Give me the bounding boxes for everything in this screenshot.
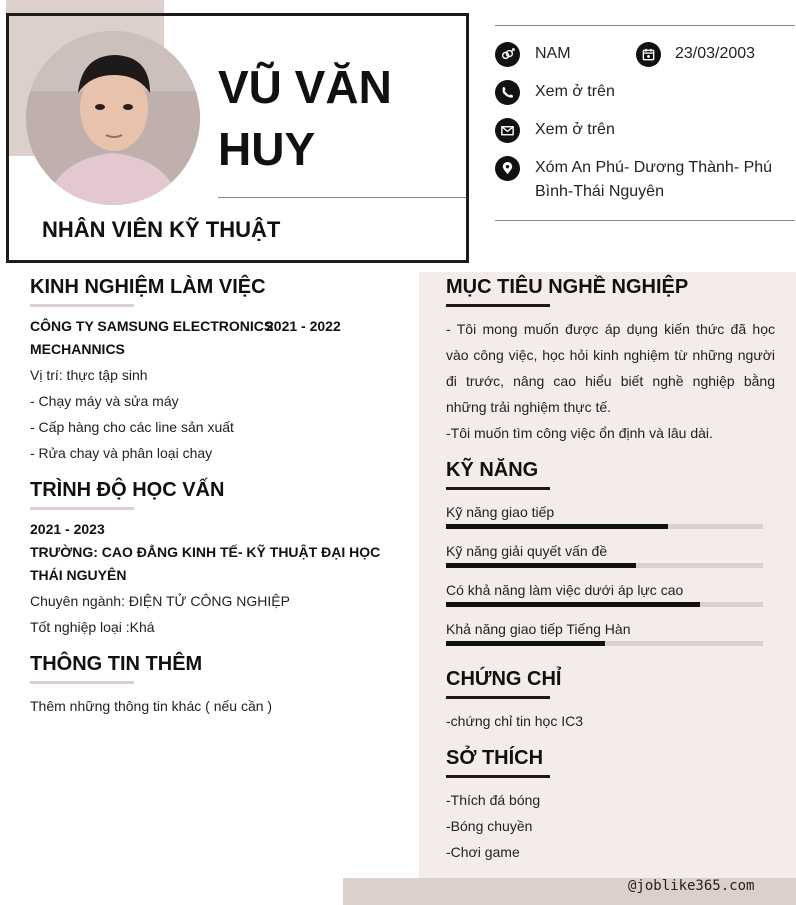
certificate-item: -chứng chỉ tin học IC3 — [446, 713, 583, 729]
profile-name — [218, 56, 458, 180]
experience-duty: - Rửa chay và phân loại chay — [30, 445, 213, 461]
hobbies-underline — [446, 775, 550, 778]
skill-label: Kỹ năng giao tiếp — [446, 504, 555, 520]
name-divider — [218, 197, 466, 198]
footer-watermark: @joblike365.com — [628, 878, 755, 894]
skill-bar-fill — [446, 524, 668, 529]
contact-email[interactable]: Xem ở trên — [535, 121, 615, 138]
skill-bar — [446, 563, 763, 568]
experience-period: 2021 - 2022 — [266, 318, 341, 334]
hobby-item: -Bóng chuyền — [446, 818, 533, 834]
skill-label: Kỹ năng giải quyết vấn đề — [446, 543, 608, 559]
education-underline — [30, 507, 134, 510]
education-grade: Tốt nghiệp loại :Khá — [30, 619, 155, 635]
skill-bar — [446, 524, 763, 529]
education-major: Chuyên ngành: ĐIỆN TỬ CÔNG NGHIỆP — [30, 593, 290, 609]
education-school-line1: TRƯỜNG: CAO ĐẲNG KINH TẾ- KỸ THUẬT ĐẠI HỌC — [30, 544, 381, 560]
skills-underline — [446, 487, 550, 490]
hobbies-title: SỞ THÍCH — [446, 747, 544, 769]
extra-info-text: Thêm những thông tin khác ( nếu cần ) — [30, 698, 273, 714]
contact-address-line1: Xóm An Phú- Dương Thành- Phú — [535, 159, 773, 176]
experience-underline — [30, 304, 134, 307]
skills-title: KỸ NĂNG — [446, 459, 539, 481]
contact-birthday: 23/03/2003 — [675, 45, 756, 62]
skill-bar-fill — [446, 602, 700, 607]
skill-bar-fill — [446, 563, 636, 568]
profile-name-line2: HUY — [218, 123, 316, 175]
hobby-item: -Chơi game — [446, 844, 520, 860]
hobby-item: -Thích đá bóng — [446, 792, 541, 808]
experience-position: Vị trí: thực tập sinh — [30, 367, 148, 383]
experience-dept: MECHANNICS — [30, 341, 125, 357]
experience-company: CÔNG TY SAMSUNG ELECTRONICS — [30, 318, 274, 334]
birthday-icon — [636, 42, 661, 67]
extra-info-underline — [30, 681, 134, 684]
experience-duty: - Cấp hàng cho các line sản xuất — [30, 419, 234, 435]
profile-name-line1: VŨ VĂN — [218, 61, 392, 113]
location-icon — [495, 156, 520, 181]
avatar — [26, 31, 200, 205]
skill-bar — [446, 602, 763, 607]
contact-address-line2: Bình-Thái Nguyên — [535, 183, 664, 200]
job-title: NHÂN VIÊN KỸ THUẬT — [42, 217, 281, 242]
contact-address — [535, 156, 785, 204]
experience-duty: - Chạy máy và sửa máy — [30, 393, 179, 409]
avatar-photo — [26, 31, 200, 205]
contact-phone[interactable]: Xem ở trên — [535, 83, 615, 100]
skill-label: Khả năng giao tiếp Tiếng Hàn — [446, 621, 631, 637]
objective-title: MỤC TIÊU NGHỀ NGHIỆP — [446, 276, 689, 298]
extra-info-title: THÔNG TIN THÊM — [30, 653, 203, 675]
contact-divider-bottom — [495, 220, 795, 221]
skill-bar — [446, 641, 763, 646]
experience-title: KINH NGHIỆM LÀM VIỆC — [30, 276, 266, 298]
phone-icon — [495, 80, 520, 105]
objective-paragraph: - Tôi mong muốn được áp dụng kiến thức đã học vào công việc, học hỏi kinh nghiệm từ những người đi trước, nâng cao hiểu biết nghề nghiệp bằng những trải nghiệm thực tế. — [446, 321, 775, 415]
gender-icon — [495, 42, 520, 67]
objective-underline — [446, 304, 550, 307]
objective-paragraph-2: -Tôi muốn tìm công việc ổn định và lâu dài. — [446, 425, 713, 441]
skill-bar-fill — [446, 641, 605, 646]
certificates-title: CHỨNG CHỈ — [446, 668, 562, 690]
education-title: TRÌNH ĐỘ HỌC VẤN — [30, 479, 225, 501]
email-icon — [495, 118, 520, 143]
skill-label: Có khả năng làm việc dưới áp lực cao — [446, 582, 684, 598]
education-period: 2021 - 2023 — [30, 521, 105, 537]
certificates-underline — [446, 696, 550, 699]
education-school-line2: THÁI NGUYÊN — [30, 567, 127, 583]
contact-divider-top — [495, 25, 795, 26]
contact-gender: NAM — [535, 45, 571, 62]
